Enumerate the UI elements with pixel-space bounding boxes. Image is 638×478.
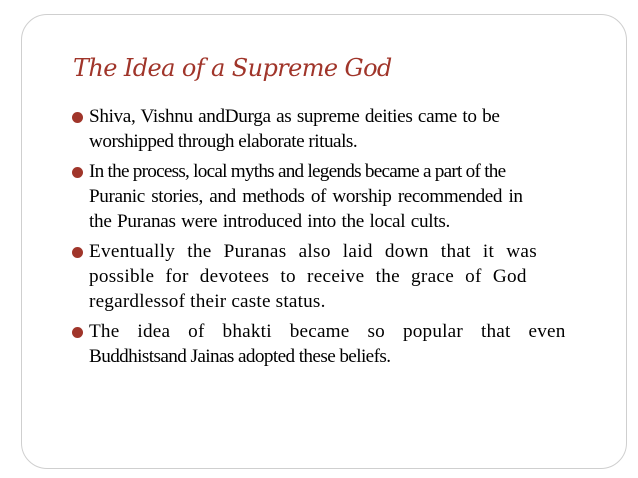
bullet-item [72,319,602,369]
bullet-item [72,159,602,234]
bullet-line: Buddhistsand Jainas adopted these beliefs. [89,346,391,367]
bullet-line: Puranic stories, and methods of worship recommended in [89,186,523,207]
bullet-line: Eventually the Puranas also laid down that it was [89,241,537,262]
bullet-line: Shiva, Vishnu andDurga as supreme deities came to be [89,106,500,127]
slide-title: The Idea of a Supreme God [73,54,392,82]
bullet-item [72,104,602,154]
bullet-line: worshipped through elaborate rituals. [89,131,358,152]
bullet-line: possible for devotees to receive the grace of God [89,266,527,287]
bullet-line: regardlessof their caste status. [89,291,326,312]
bullet-line: the Puranas were introduced into the local cults. [89,211,451,232]
bullet-item [72,239,602,314]
bullet-dot-icon [72,247,83,258]
bullet-line: In the process, local myths and legends became a part of the [89,161,506,182]
bullet-line: The idea of bhakti became so popular that even [89,321,566,342]
bullet-dot-icon [72,167,83,178]
bullet-dot-icon [72,327,83,338]
bullet-list [72,104,602,374]
bullet-dot-icon [72,112,83,123]
